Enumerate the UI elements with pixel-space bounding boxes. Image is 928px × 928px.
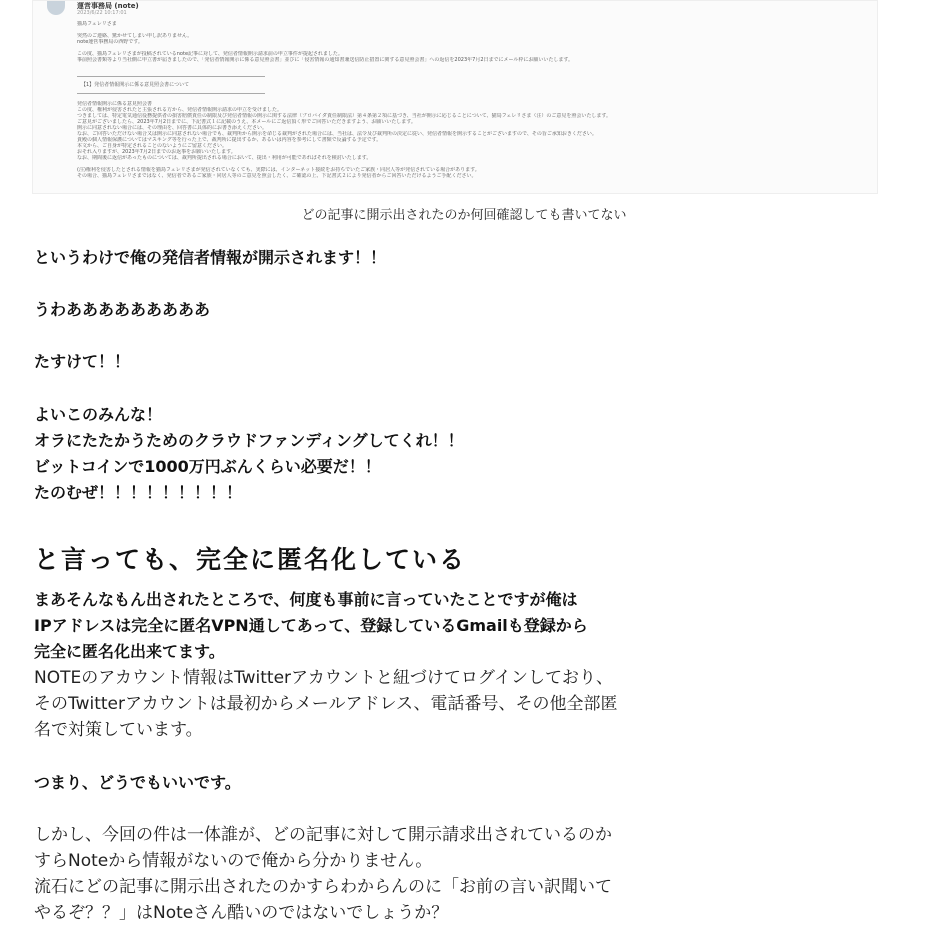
message-line: 開示に同意されない場合には、その理由を、回答書に具体的にお書き添えください。: [77, 125, 268, 131]
text-line: NOTEのアカウント情報はTwitterアカウントと紐づけてログインしており、: [34, 668, 614, 688]
section-heading: と言っても、完全に匿名化している: [34, 545, 467, 574]
text-line: 完全に匿名化出来てます。: [34, 642, 225, 661]
paragraph-conclusion: つまり、どうでもいいです。: [34, 773, 241, 792]
message-line: その場合、猫鳥フェレリさまではなく、発信者であるご家族・同居人等のご意見を照会したく、ご確認の上、下記書式２により発信者からご回答いただけるようご手配ください。: [77, 173, 477, 179]
text-line: すらNoteから情報がないので俺から分かりません。: [34, 851, 433, 871]
message-line: 事前照会書類等より当社側に申立書が届きましたので、「発信者情報開示に係る意見照会書」並びに「侵害情報の通知書兼送信防止措置に関する意見照会書」への返信を2023年7月2日までにメール枠にお願いいたします。: [77, 57, 573, 63]
message-line: つきましては、特定電気通信役務提供者の損害賠償責任の制限及び発信者情報の開示に関する法律（プロバイダ責任制限法）第４条第２項に基づき、当社が開示に応じることについて、猫鳥フェレリさま（注）のご意見を照会いたします。: [77, 113, 611, 119]
message-line: この度、猫鳥フェレリさまが投稿されているnote記事に対して、発信者情報開示請求前の申立事件が提起されました。: [77, 51, 343, 57]
text-line: たのむぜ！！！！！！！！！: [34, 483, 243, 502]
message-line: なお、期間後に返信があったものについては、裁判所提出される場合において、提出・利用が可能であればそれを検討いたします。: [77, 155, 372, 161]
message-line: 貴殿の個人情報保護についてはマスキング等を行った上で、裁判所に提出するか、あるいは内容を参考にして書類で反論する予定です。: [77, 137, 382, 143]
message-body-top: [77, 21, 837, 63]
paragraph-disclosure: というわけで俺の発信者情報が開示されます！！: [34, 248, 387, 267]
paragraph-scream: うわあああああああああ: [34, 300, 211, 319]
text-line: 流石にどの記事に開示出されたのかすらわからんのに「お前の言い訳聞いて: [34, 877, 612, 897]
embedded-screenshot: [32, 0, 878, 194]
text-line: まあそんなもん出されたところで、何度も事前に言っていたことですが俺は: [34, 590, 578, 609]
text-line: やるぞ？？」はNoteさん酷いのではないでしょうか？: [34, 903, 449, 923]
sender-name: 運営事務局 (note): [77, 2, 139, 10]
section-box: [77, 76, 265, 94]
text-line: そのTwitterアカウントは最初からメールアドレス、電話番号、その他全部匿: [34, 694, 618, 714]
message-body-bottom: [77, 101, 837, 179]
cat-avatar-icon: [47, 1, 65, 15]
section-box-label: 【1】発信者情報開示に係る意見照会書について: [81, 82, 190, 88]
message-timestamp: 2023/6/22 10:17:01: [77, 10, 127, 16]
image-caption: どの記事に開示出されたのか何回確認しても書いてない: [301, 208, 627, 223]
message-line: 突然のご連絡、驚かせてしまい申し訳ありません。: [77, 33, 193, 39]
message-line: 発信者情報開示に係る意見照会書: [77, 101, 153, 107]
message-line: 本文から、ご自身が特定されることのないようにご留意ください。: [77, 143, 228, 149]
text-line: ビットコインで1000万円ぶんくらい必要だ！！: [34, 457, 381, 476]
message-line: おそれ入りますが、2023年7月2日までのお返事をお願いいたします。: [77, 149, 236, 155]
text-line: よいこのみんな！: [34, 405, 163, 424]
text-line: 名で対策しています。: [34, 720, 203, 740]
text-line: しかし、今回の件は一体誰が、どの記事に対して開示請求出されているのか: [34, 825, 612, 845]
message-line: (注)権利を侵害したとされる情報を猫鳥フェレリさまが発信されていなくても、実際には、インターネット接続をお持ちでいたご家族・同居人等が発信されている場合があります。: [77, 167, 480, 173]
paragraph-help: たすけて！！: [34, 352, 131, 371]
message-line: 猫鳥フェレリさま: [77, 21, 117, 27]
message-line: note運営事務局の西野です。: [77, 39, 143, 45]
text-line: IPアドレスは完全に匿名VPN通してあって、登録しているGmailも登録から: [34, 616, 588, 635]
message-line: なお、ご回答いただけない場合又は開示に同意されない場合でも、裁判所から開示を命じる裁判がされた場合には、当社は、法令及び裁判所の決定に従い、発信者情報を開示することがございますので、その旨ご承知おきください。: [77, 131, 597, 137]
message-line: ご意見がございましたら、2023年7月2日までに、下記書式１に記載のうえ、本メールにご返信頂く形でご回答いただきますよう、お願いいたします。: [77, 119, 416, 125]
message-line: この度、権利が侵害されたと主張される方から、発信者情報開示請求の申立を受けました。: [77, 107, 283, 113]
text-line: オラにたたかうためのクラウドファンディングしてくれ！！: [34, 431, 464, 450]
